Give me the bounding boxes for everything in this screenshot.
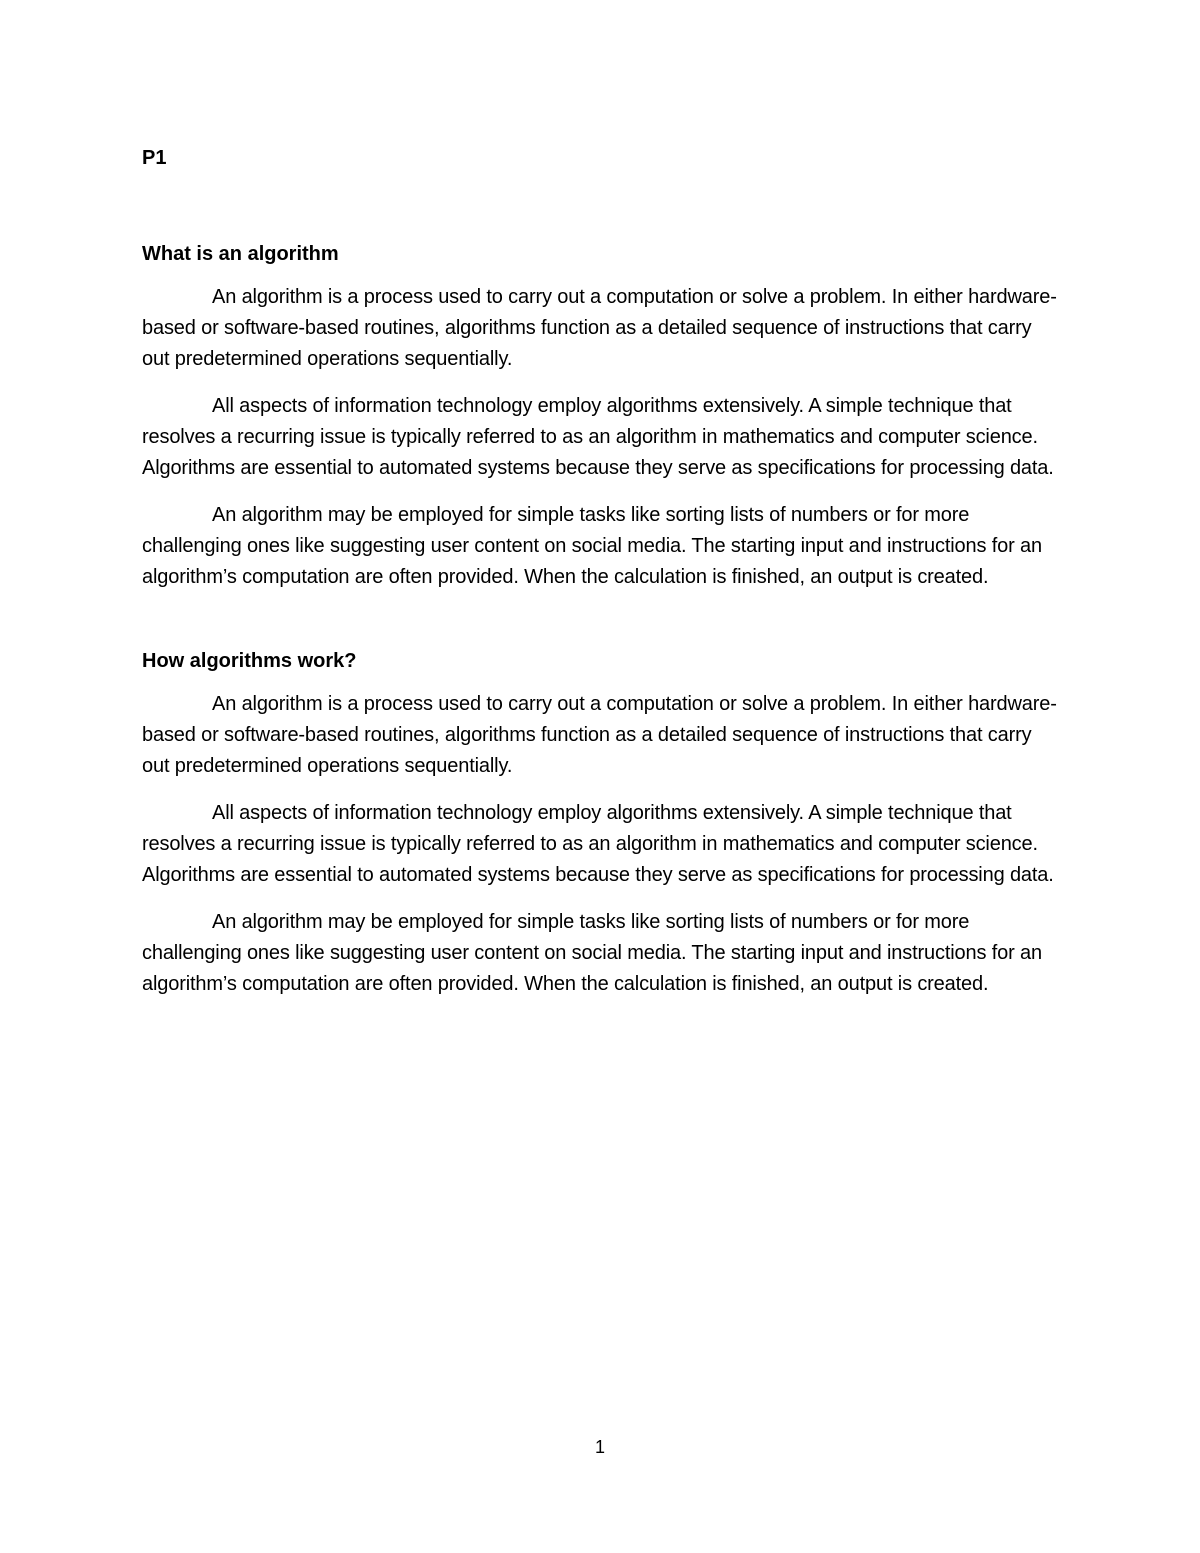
section-what-is-an-algorithm bbox=[142, 282, 1062, 593]
paragraph: An algorithm is a process used to carry out a computation or solve a problem. In either hardware-based or software-based routines, algorithms function as a detailed sequence of instructions that carry out predetermined operations sequentially. bbox=[142, 286, 1057, 370]
paragraph: All aspects of information technology employ algorithms extensively. A simple technique that resolves a recurring issue is typically referred to as an algorithm in mathematics and computer science. Algorithms are essential to automated systems because they serve as specifications for processing data. bbox=[142, 395, 1054, 479]
paragraph: All aspects of information technology employ algorithms extensively. A simple technique that resolves a recurring issue is typically referred to as an algorithm in mathematics and computer science. Algorithms are essential to automated systems because they serve as specifications for processing data. bbox=[142, 802, 1054, 886]
section-how-algorithms-work bbox=[142, 689, 1062, 1000]
section-heading-how-algorithms-work: How algorithms work? bbox=[142, 650, 357, 672]
page-number: 1 bbox=[594, 1437, 605, 1457]
paragraph: An algorithm may be employed for simple tasks like sorting lists of numbers or for more challenging ones like suggesting user content on social media. The starting input and instructions for an algorithm’s computation are often provided. When the calculation is finished, an output is created. bbox=[142, 911, 1042, 995]
paragraph: An algorithm may be employed for simple tasks like sorting lists of numbers or for more challenging ones like suggesting user content on social media. The starting input and instructions for an algorithm’s computation are often provided. When the calculation is finished, an output is created. bbox=[142, 504, 1042, 588]
section-heading-what-is-an-algorithm: What is an algorithm bbox=[142, 243, 339, 265]
document-label: P1 bbox=[142, 147, 167, 169]
document-body bbox=[142, 146, 1062, 1016]
paragraph: An algorithm is a process used to carry out a computation or solve a problem. In either hardware-based or software-based routines, algorithms function as a detailed sequence of instructions that carry out predetermined operations sequentially. bbox=[142, 693, 1057, 777]
